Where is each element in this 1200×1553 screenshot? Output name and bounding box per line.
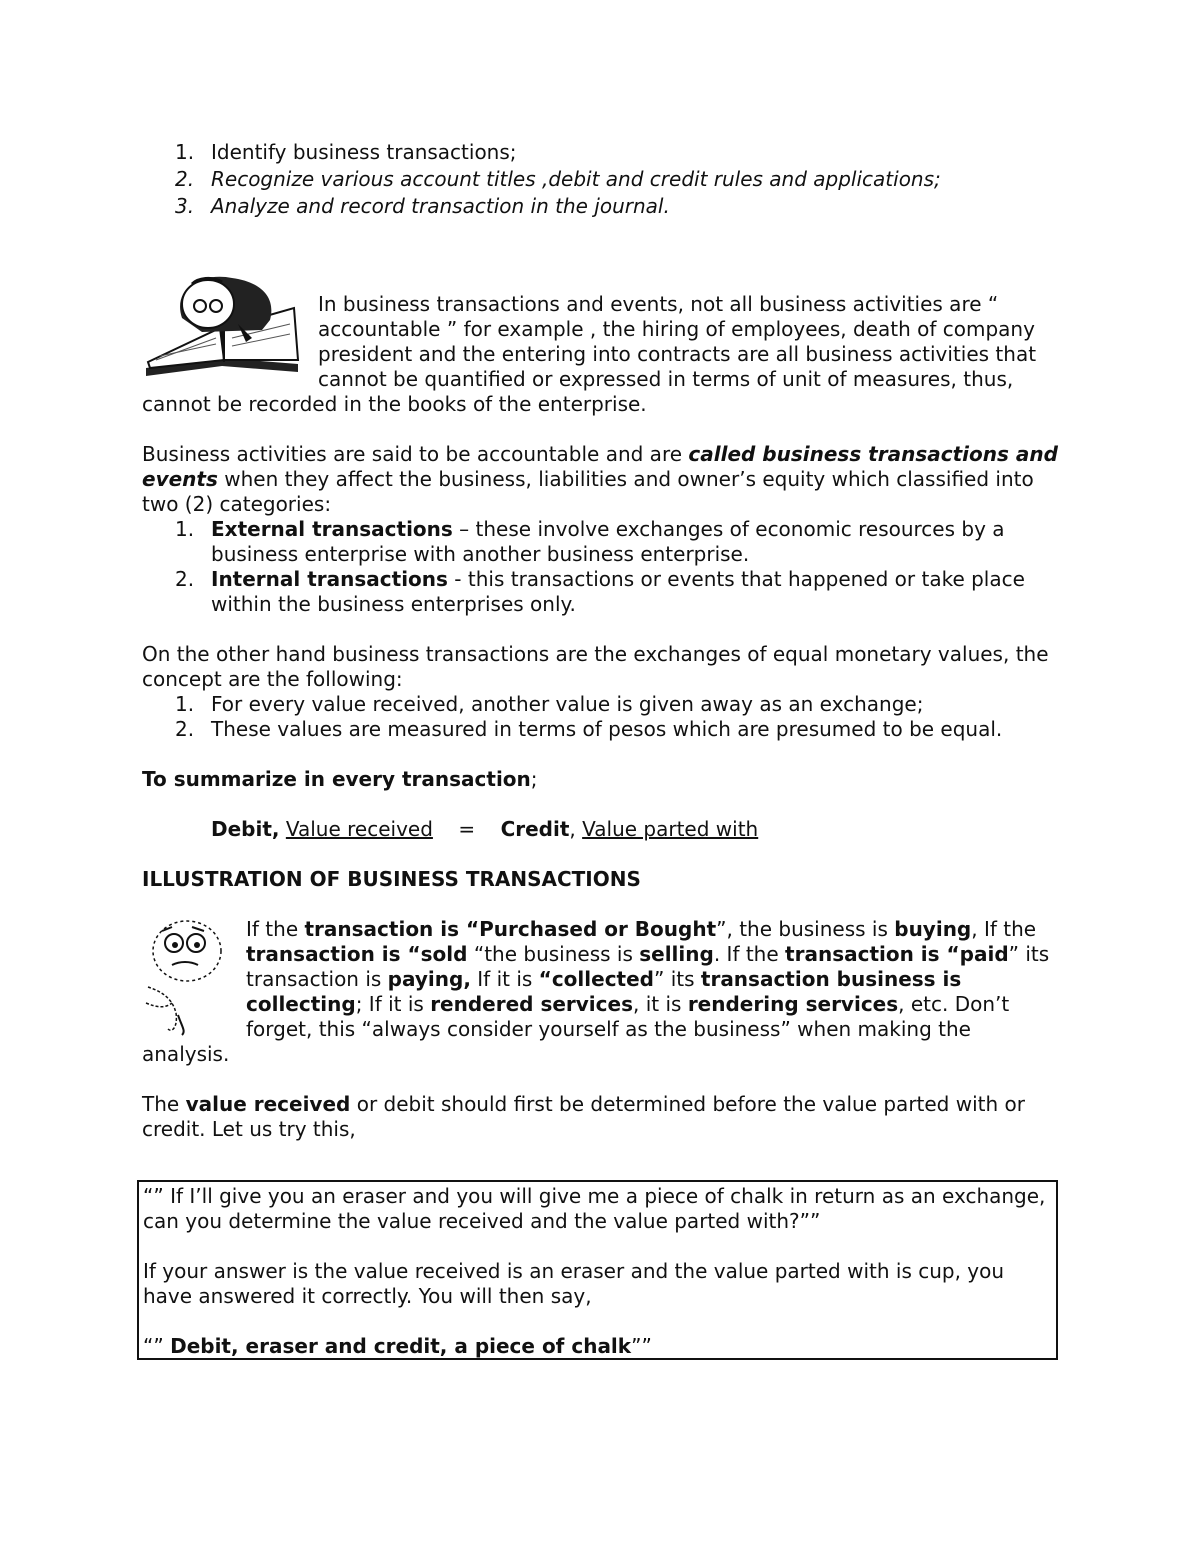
list-number: 3.	[175, 194, 195, 218]
objective-3	[142, 194, 1062, 219]
quote-close: ””	[631, 1334, 652, 1358]
list-number: 1.	[175, 517, 195, 541]
ill-bold: paying,	[387, 967, 471, 991]
illustration-heading: ILLUSTRATION OF BUSINESS TRANSACTIONS	[142, 867, 641, 891]
ill-bold: rendering services	[687, 992, 899, 1016]
categories-list	[142, 517, 1062, 617]
thinking-face-clipart	[142, 917, 246, 1042]
credit-label: Credit	[500, 817, 570, 841]
credit-value: Value parted with	[582, 817, 759, 841]
ill-text: If the	[246, 917, 305, 941]
objective-text: Analyze and record transaction in the journal.	[211, 194, 670, 218]
debit-label: Debit,	[211, 817, 280, 841]
ill-text: , If the	[971, 917, 1037, 941]
accountable-lead: Business activities are said to be accountable and are	[142, 442, 689, 466]
category-title: External transactions	[211, 517, 453, 541]
ill-text: If it is	[470, 967, 539, 991]
concept-list	[142, 692, 1062, 742]
ill-bold: transaction is “Purchased or Bought	[304, 917, 717, 941]
exercise-answer: If your answer is the value received is an eraser and the value parted with is cup, you have answered it correctly. You will then say,	[143, 1259, 1005, 1308]
concept-1	[142, 692, 1062, 717]
ill-bold: rendered services	[430, 992, 633, 1016]
equals-sign: =	[458, 817, 476, 841]
ill-text: ; If it is	[355, 992, 431, 1016]
exercise-conclusion	[143, 1334, 1056, 1359]
concept-2	[142, 717, 1062, 742]
objective-2	[142, 167, 1062, 192]
category-title: Internal transactions	[211, 567, 448, 591]
accountable-emph: called business transactions and events	[142, 442, 1058, 491]
objectives-list	[142, 140, 1062, 219]
summary-heading	[142, 767, 1062, 792]
ill-text: , etc. Don’t forget, this “always consider yourself as the business” when making the analysis.	[142, 992, 1010, 1066]
ill-text: ” its transaction is	[246, 942, 1050, 991]
ill-bold: “collected	[538, 967, 654, 991]
list-number: 1.	[175, 692, 195, 716]
ill-bold: buying	[894, 917, 972, 941]
vr-lead: The	[142, 1092, 186, 1116]
exercise-box	[137, 1180, 1058, 1360]
debit-value: Value received	[285, 817, 433, 841]
page-body	[142, 140, 1062, 1142]
objective-text: Recognize various account titles ,debit and credit rules and applications;	[211, 167, 941, 191]
category-internal	[142, 567, 1062, 617]
category-text: - this transactions or events that happened or take place within the business enterprises only.	[211, 567, 1025, 616]
accountable-paragraph	[142, 442, 1062, 517]
list-number: 2.	[175, 717, 195, 741]
ill-bold: transaction is “sold	[246, 942, 468, 966]
summary-semicolon: ;	[530, 767, 538, 791]
ill-bold: transaction business is collecting	[246, 967, 962, 1016]
ill-text: ”, the business is	[716, 917, 895, 941]
ill-text: “the business is	[467, 942, 640, 966]
debit-credit-rule	[142, 817, 1062, 842]
intro-paragraph: In business transactions and events, not all business activities are “ accountable ” for example , the hiring of employees, death of company president and the entering into contracts are all business activities that cannot be quantified or expressed in terms of unit of measures, thus, cannot be recorded in the books of the enterprise.	[142, 292, 1037, 416]
reading-professor-clipart	[142, 268, 318, 390]
ill-bold: transaction is “paid	[785, 942, 1009, 966]
list-number: 2.	[175, 567, 195, 591]
exercise-question: “” If I’ll give you an eraser and you will give me a piece of chalk in return as an exchange, can you determine the value received and the value parted with?””	[143, 1184, 1046, 1233]
concept-text: For every value received, another value is given away as an exchange;	[211, 692, 924, 716]
concept-text: These values are measured in terms of pesos which are presumed to be equal.	[211, 717, 1003, 741]
objective-1	[142, 140, 1062, 165]
conclusion-text: Debit, eraser and credit, a piece of chalk	[170, 1334, 632, 1358]
ill-text: ” its	[653, 967, 701, 991]
objective-text: Identify business transactions;	[211, 140, 517, 164]
quote-open: “”	[143, 1334, 171, 1358]
accountable-tail: when they affect the business, liabilities and owner’s equity which classified into two (2) categories:	[142, 467, 1034, 516]
category-text: – these involve exchanges of economic resources by a business enterprise with another business enterprise.	[211, 517, 1005, 566]
list-number: 1.	[175, 140, 195, 164]
category-external	[142, 517, 1062, 567]
ill-text: , it is	[633, 992, 688, 1016]
exchange-paragraph: On the other hand business transactions are the exchanges of equal monetary values, the concept are the following:	[142, 642, 1049, 691]
list-number: 2.	[175, 167, 195, 191]
summary-lead: To summarize in every transaction	[142, 767, 531, 791]
value-received-paragraph	[142, 1092, 1062, 1142]
ill-text: . If the	[713, 942, 786, 966]
vr-tail: or debit should first be determined before the value parted with or credit. Let us try this,	[142, 1092, 1025, 1141]
illustration-paragraph	[142, 917, 1062, 1067]
vr-bold: value received	[185, 1092, 351, 1116]
credit-comma: ,	[569, 817, 576, 841]
ill-bold: selling	[639, 942, 714, 966]
